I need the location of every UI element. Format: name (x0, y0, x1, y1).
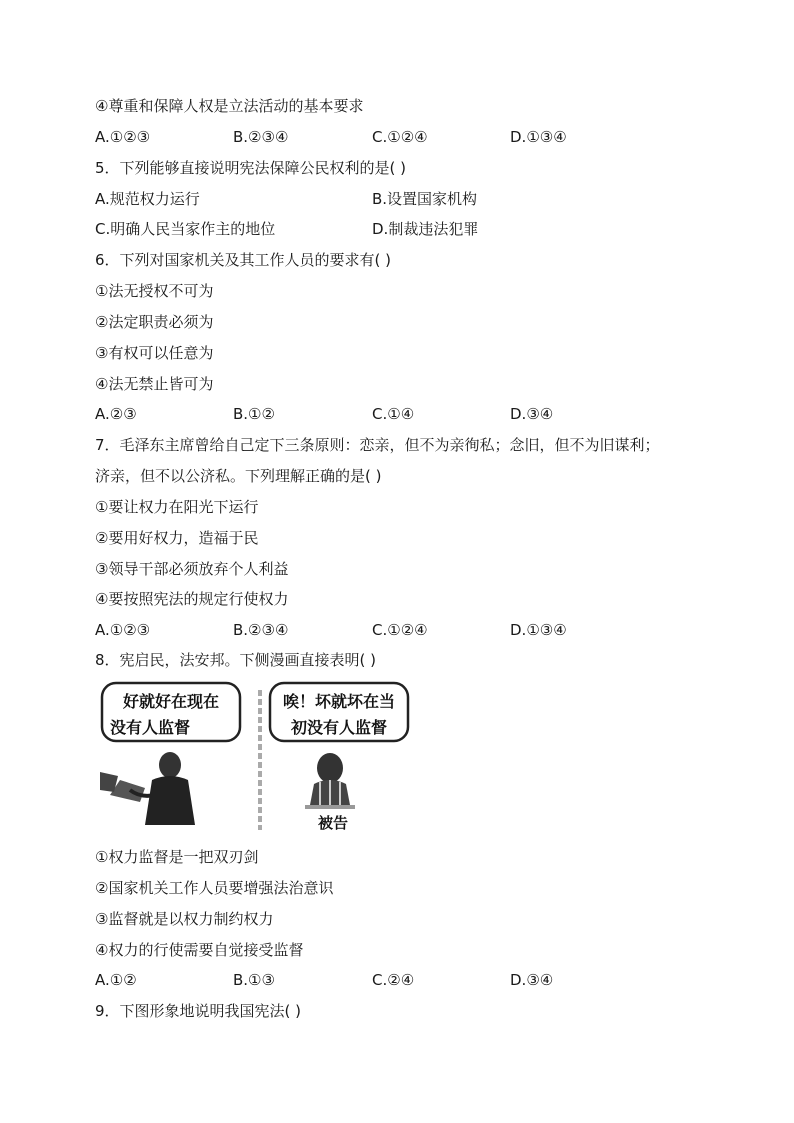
q8-statement-3: ③监督就是以权力制约权力 (95, 910, 274, 928)
q8-statement-1: ①权力监督是一把双刃剑 (95, 848, 259, 866)
left-bubble-line1: 好就好在现在 (122, 692, 220, 711)
defendant-label: 被告 (317, 814, 349, 830)
q6-statement-2: ②法定职责必须为 (95, 313, 214, 331)
option-b[interactable]: B.②③④ (233, 621, 289, 639)
option-b[interactable]: B.①③ (233, 971, 275, 989)
option-c[interactable]: C.①④ (372, 405, 415, 423)
q6-statement-3: ③有权可以任意为 (95, 344, 214, 362)
question-7-line2: 济亲，但不以公济私。下列理解正确的是( ) (95, 467, 382, 485)
option-a[interactable]: A.①②③ (95, 621, 151, 639)
option-d[interactable]: D.制裁违法犯罪 (372, 220, 479, 238)
option-b[interactable]: B.①② (233, 405, 275, 423)
option-d[interactable]: D.①③④ (510, 128, 567, 146)
option-d[interactable]: D.③④ (510, 971, 554, 989)
option-c[interactable]: C.①②④ (372, 128, 428, 146)
q7-statement-3: ③领导干部必须放弃个人利益 (95, 560, 289, 578)
option-c[interactable]: C.明确人民当家作主的地位 (95, 220, 276, 238)
question-6: 6．下列对国家机关及其工作人员的要求有( ) (95, 251, 392, 269)
q6-statement-4: ④法无禁止皆可为 (95, 375, 214, 393)
defendant-figure (305, 753, 355, 809)
question-5: 5．下列能够直接说明宪法保障公民权利的是( ) (95, 159, 407, 177)
option-b[interactable]: B.②③④ (233, 128, 289, 146)
right-bubble-line2: 初没有人监督 (290, 718, 388, 737)
option-a[interactable]: A.①②③ (95, 128, 151, 146)
option-a[interactable]: A.①② (95, 971, 137, 989)
q8-statement-4: ④权力的行使需要自觉接受监督 (95, 941, 304, 959)
option-a[interactable]: A.②③ (95, 405, 137, 423)
official-figure (100, 752, 195, 825)
q7-statement-1: ①要让权力在阳光下运行 (95, 498, 259, 516)
option-d[interactable]: D.③④ (510, 405, 554, 423)
statement-4-prev: ④尊重和保障人权是立法活动的基本要求 (95, 97, 364, 115)
q6-statement-1: ①法无授权不可为 (95, 282, 214, 300)
option-a[interactable]: A.规范权力运行 (95, 190, 200, 208)
option-c[interactable]: C.①②④ (372, 621, 428, 639)
q7-statement-2: ②要用好权力，造福于民 (95, 529, 259, 547)
question-9: 9．下图形象地说明我国宪法( ) (95, 1002, 302, 1020)
option-b[interactable]: B.设置国家机构 (372, 190, 478, 208)
right-bubble-line1: 唉！坏就坏在当 (282, 692, 396, 711)
comic-illustration (100, 680, 410, 830)
left-bubble-line2: 没有人监督 (110, 718, 191, 737)
q7-statement-4: ④要按照宪法的规定行使权力 (95, 590, 289, 608)
option-d[interactable]: D.①③④ (510, 621, 567, 639)
question-7-line1: 7．毛泽东主席曾给自己定下三条原则：恋亲，但不为亲徇私；念旧，但不为旧谋利； (95, 436, 660, 454)
question-8: 8．宪启民，法安邦。下侧漫画直接表明( ) (95, 651, 377, 669)
option-c[interactable]: C.②④ (372, 971, 415, 989)
q8-statement-2: ②国家机关工作人员要增强法治意识 (95, 879, 334, 897)
